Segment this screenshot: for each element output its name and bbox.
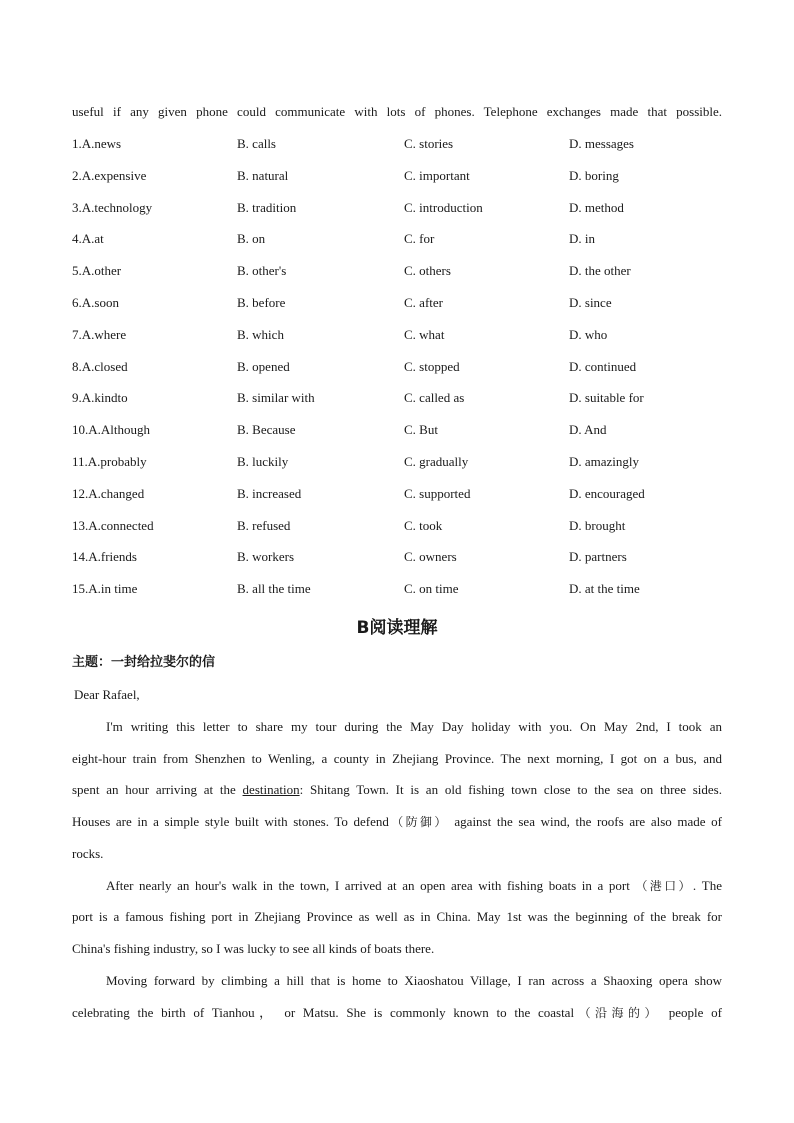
text-span: : Shitang Town. It is an old fishing town close to the sea on three sides. — [299, 782, 722, 797]
option-b: B. on — [237, 231, 266, 247]
text-span: spent an hour arriving at the — [72, 782, 243, 797]
option-d: D. messages — [569, 136, 634, 151]
option-a: 9.A.kindto — [72, 390, 128, 406]
option-c: C. what — [404, 326, 445, 342]
topic-line: 主题：一封给拉斐尔的信 — [72, 655, 216, 670]
option-c: C. on time — [404, 581, 459, 597]
option-d: D. since — [569, 295, 612, 310]
passage-line: Moving forward by climbing a hill that is home to Xiaoshatou Village, I ran across a Shaoxing opera show — [106, 973, 722, 988]
text-span: against the sea wind, the roofs are also made of — [448, 814, 722, 829]
option-d: D. boring — [569, 167, 619, 183]
text-span: Houses are in a simple style built with stones. To defend — [72, 814, 389, 829]
option-d: D. And — [569, 422, 607, 438]
option-c: C. supported — [404, 485, 471, 501]
option-a: 3.A.technology — [72, 199, 153, 215]
option-d: D. partners — [569, 549, 627, 565]
option-b: B. tradition — [237, 199, 297, 215]
option-d: D. continued — [569, 358, 637, 374]
option-d: D. amazingly — [569, 454, 640, 469]
option-c: C. stories — [404, 136, 454, 151]
question-row — [72, 358, 722, 376]
option-a: 1.A.news — [72, 136, 122, 151]
passage-line — [72, 1004, 722, 1022]
option-c: C. called as — [404, 390, 465, 406]
option-b: B. before — [237, 295, 286, 310]
question-row — [72, 262, 722, 280]
passage-line: I'm writing this letter to share my tour during the May Day holiday with you. On May 2nd, I took an — [106, 719, 722, 734]
option-c: C. after — [404, 295, 443, 310]
underlined-word: destination — [242, 782, 300, 797]
option-a: 15.A.in time — [72, 581, 138, 597]
question-row — [72, 580, 722, 598]
passage-line: port is a famous fishing port in Zhejiang Province as well as in China. May 1st was the beginning of the break for — [72, 909, 722, 924]
option-a: 4.A.at — [72, 231, 104, 247]
option-a: 10.A.Although — [72, 422, 150, 438]
question-row — [72, 135, 722, 153]
passage-line — [72, 813, 722, 831]
question-row — [72, 548, 722, 566]
option-d: D. suitable for — [569, 390, 644, 406]
passage-line: China's fishing industry, so I was lucky to see all kinds of boats there. — [72, 941, 435, 956]
question-row — [72, 199, 722, 217]
question-row — [72, 517, 722, 535]
option-d: D. encouraged — [569, 485, 645, 501]
option-c: C. owners — [404, 549, 457, 565]
option-a: 6.A.soon — [72, 295, 119, 310]
option-b: B. which — [237, 326, 284, 342]
option-d: D. brought — [569, 517, 626, 533]
option-c: C. took — [404, 517, 443, 533]
passage-line — [72, 781, 722, 799]
question-row — [72, 167, 722, 185]
option-a: 5.A.other — [72, 263, 122, 279]
passage-line: rocks. — [72, 846, 104, 861]
section-title: B阅读理解 — [356, 618, 438, 638]
option-d: D. the other — [569, 263, 631, 279]
option-c: C. But — [404, 422, 438, 438]
passage-line: eight-hour train from Shenzhen to Wenling, a county in Zhejiang Province. The next morning, I got on a bus, and — [72, 751, 722, 766]
option-b: B. calls — [237, 136, 276, 151]
gloss-text: （防御） — [388, 815, 449, 829]
option-d: D. at the time — [569, 581, 640, 597]
option-b: B. refused — [237, 517, 291, 533]
option-b: B. similar with — [237, 390, 315, 406]
intro-line: useful if any given phone could communicate with lots of phones. Telephone exchanges made that possible. — [72, 104, 722, 119]
letter-greeting: Dear Rafael, — [74, 687, 140, 702]
question-row — [72, 485, 722, 503]
option-d: D. who — [569, 326, 608, 342]
option-b: B. all the time — [237, 581, 311, 597]
option-c: C. for — [404, 231, 435, 247]
option-c: C. stopped — [404, 358, 460, 374]
option-c: C. others — [404, 263, 451, 279]
option-d: D. in — [569, 231, 595, 247]
option-c: C. introduction — [404, 199, 483, 215]
text-span: people of — [661, 1005, 722, 1020]
question-row — [72, 421, 722, 439]
text-span: After nearly an hour's walk in the town, I arrived at an open area with fishing boats in a port — [106, 878, 636, 893]
option-a: 2.A.expensive — [72, 167, 147, 183]
option-a: 14.A.friends — [72, 549, 137, 565]
option-a: 7.A.where — [72, 326, 127, 342]
question-row — [72, 453, 722, 471]
option-b: B. other's — [237, 263, 287, 279]
option-d: D. method — [569, 199, 624, 215]
passage-line — [106, 877, 722, 895]
option-b: B. increased — [237, 485, 302, 501]
option-b: B. natural — [237, 167, 289, 183]
option-a: 11.A.probably — [72, 454, 147, 469]
option-a: 12.A.changed — [72, 485, 145, 501]
option-c: C. important — [404, 167, 470, 183]
option-b: B. luckily — [237, 454, 289, 469]
question-row — [72, 389, 722, 407]
gloss-text: （港口） — [635, 879, 693, 893]
text-span: . The — [692, 878, 722, 893]
question-row — [72, 230, 722, 248]
option-a: 8.A.closed — [72, 358, 128, 374]
gloss-text: （沿海的） — [574, 1006, 662, 1020]
question-row — [72, 326, 722, 344]
option-b: B. opened — [237, 358, 290, 374]
option-a: 13.A.connected — [72, 517, 154, 533]
option-b: B. Because — [237, 422, 296, 438]
text-span: celebrating the birth of Tianhou， or Matsu. She is commonly known to the coastal — [72, 1005, 575, 1020]
option-b: B. workers — [237, 549, 295, 565]
question-row — [72, 294, 722, 312]
option-c: C. gradually — [404, 454, 469, 469]
